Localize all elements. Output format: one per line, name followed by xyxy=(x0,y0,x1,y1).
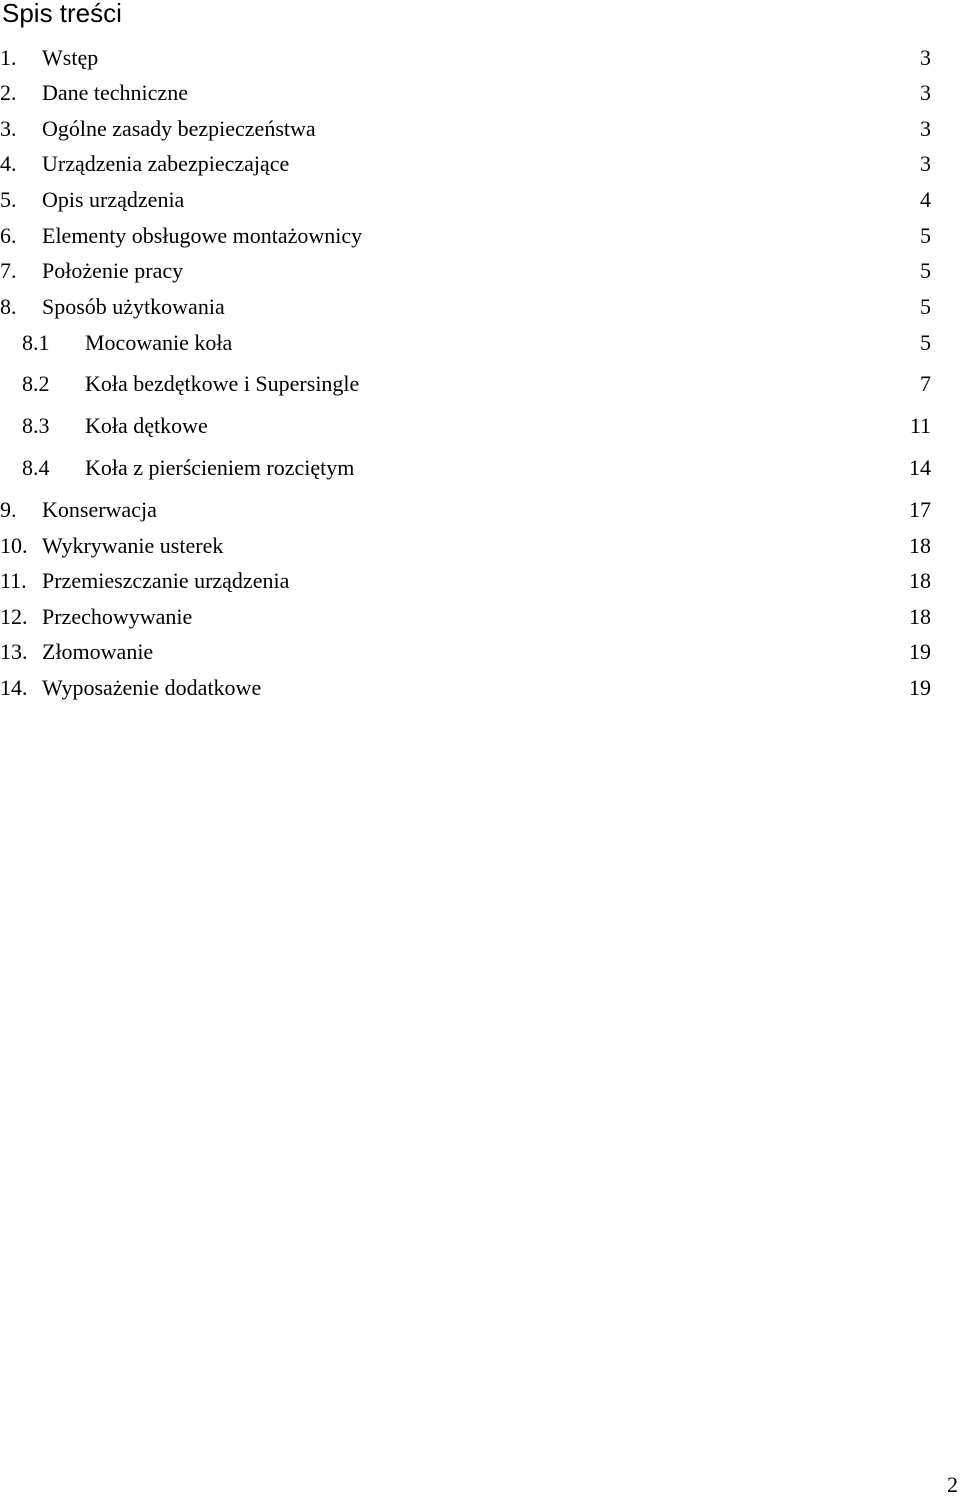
toc-entry-text: Mocowanie koła xyxy=(85,330,233,355)
toc-entry[interactable] xyxy=(0,531,931,561)
toc-entry-number: 8.2 xyxy=(22,371,50,396)
toc-entry-page: 19 xyxy=(909,639,931,664)
toc-entry-number: 3. xyxy=(0,116,17,141)
toc-entry-text: Opis urządzenia xyxy=(42,187,185,212)
toc-entry-number: 9. xyxy=(0,497,17,522)
toc-entry-number: 8.4 xyxy=(22,455,50,480)
toc-entry-text: Koła z pierścieniem rozciętym xyxy=(85,455,355,480)
toc-entry-number: 13. xyxy=(0,639,28,664)
toc-entry-page: 11 xyxy=(909,413,931,438)
toc-entry-number: 7. xyxy=(0,258,17,283)
toc-entry[interactable] xyxy=(0,637,931,667)
toc-subentry[interactable] xyxy=(0,369,931,399)
toc-subentry[interactable] xyxy=(0,328,931,358)
toc-entry[interactable] xyxy=(0,292,931,322)
toc-entry[interactable] xyxy=(0,149,931,179)
toc-entry-number: 14. xyxy=(0,675,28,700)
toc-entry-page: 7 xyxy=(920,371,931,396)
toc-entry-page: 3 xyxy=(920,116,931,141)
toc-entry-text: Konserwacja xyxy=(42,497,157,522)
toc-entry-page: 5 xyxy=(920,223,931,248)
toc-entry-text: Wstęp xyxy=(42,45,99,70)
toc-entry[interactable] xyxy=(0,114,931,144)
toc-entry-text: Położenie pracy xyxy=(42,258,184,283)
toc-entry[interactable] xyxy=(0,43,931,73)
toc-entry[interactable] xyxy=(0,78,931,108)
toc-entry-number: 10. xyxy=(0,533,28,558)
toc-entry-text: Przemieszczanie urządzenia xyxy=(42,568,290,593)
toc-entry-text: Sposób użytkowania xyxy=(42,294,225,319)
toc-entry-number: 8.1 xyxy=(22,330,50,355)
toc-entry-number: 1. xyxy=(0,45,17,70)
toc-entry[interactable] xyxy=(0,602,931,632)
toc-entry-number: 8. xyxy=(0,294,17,319)
toc-entry[interactable] xyxy=(0,673,931,703)
toc-entry-text: Wykrywanie usterek xyxy=(42,533,224,558)
toc-entry[interactable] xyxy=(0,566,931,596)
toc-subentry[interactable] xyxy=(0,411,931,441)
toc-entry-text: Elementy obsługowe montażownicy xyxy=(42,223,363,248)
toc-entry-text: Ogólne zasady bezpieczeństwa xyxy=(42,116,316,141)
toc-entry[interactable] xyxy=(0,256,931,286)
toc-entry-text: Koła bezdętkowe i Supersingle xyxy=(85,371,360,396)
toc-entry[interactable] xyxy=(0,221,931,251)
toc-entry-page: 18 xyxy=(909,568,931,593)
toc-entry-text: Koła dętkowe xyxy=(85,413,208,438)
toc-entry-page: 3 xyxy=(920,45,931,70)
toc-entry-page: 18 xyxy=(909,604,931,629)
toc-entry-text: Dane techniczne xyxy=(42,80,188,105)
toc-entry-text: Wyposażenie dodatkowe xyxy=(42,675,262,700)
toc-entry-number: 5. xyxy=(0,187,17,212)
toc-entry-number: 2. xyxy=(0,80,17,105)
toc-subentry[interactable] xyxy=(0,453,931,483)
toc-entry-page: 18 xyxy=(909,533,931,558)
toc-entry-page: 3 xyxy=(920,80,931,105)
toc-entry-text: Urządzenia zabezpieczające xyxy=(42,151,290,176)
toc-entry-page: 5 xyxy=(920,258,931,283)
toc-entry-text: Przechowywanie xyxy=(42,604,193,629)
toc-entry-page: 14 xyxy=(909,455,931,480)
page-number: 2 xyxy=(947,1472,958,1497)
toc-entry-page: 3 xyxy=(920,151,931,176)
toc-entry-number: 4. xyxy=(0,151,17,176)
toc-entry-page: 17 xyxy=(909,497,931,522)
toc-entry-page: 5 xyxy=(920,330,931,355)
toc-entry-number: 6. xyxy=(0,223,17,248)
toc-entry[interactable] xyxy=(0,185,931,215)
toc-entry-number: 8.3 xyxy=(22,413,50,438)
toc-entry-page: 5 xyxy=(920,294,931,319)
toc-entry[interactable] xyxy=(0,495,931,525)
toc-entry-number: 11. xyxy=(0,568,27,593)
toc-title: Spis treści xyxy=(2,0,122,28)
toc-entry-page: 4 xyxy=(920,187,931,212)
toc-entry-number: 12. xyxy=(0,604,28,629)
toc-entry-text: Złomowanie xyxy=(42,639,154,664)
toc-entry-page: 19 xyxy=(909,675,931,700)
